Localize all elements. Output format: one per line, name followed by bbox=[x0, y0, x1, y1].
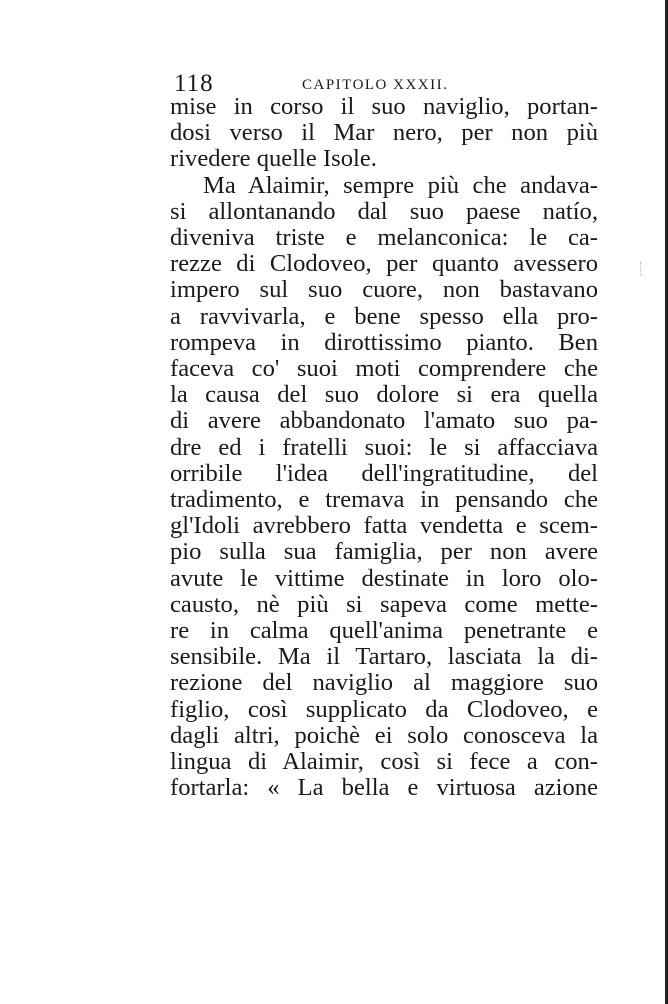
text-line: rompeva in dirottissimo pianto. Ben bbox=[170, 328, 598, 356]
paragraph-continuation bbox=[170, 94, 598, 173]
text-line: dosi verso il Mar nero, per non più bbox=[170, 119, 598, 147]
text-line: impero sul suo cuore, non bastavano bbox=[170, 276, 598, 304]
text-line: rezze di Clodoveo, per quanto avessero bbox=[170, 250, 598, 278]
running-head: CAPITOLO XXXII. bbox=[302, 77, 449, 93]
text-line: a ravvivarla, e bene spesso ella pro- bbox=[170, 302, 598, 330]
text-line: pio sulla sua famiglia, per non avere bbox=[170, 538, 598, 566]
text-line: Ma Alaimir, sempre più che andava- bbox=[203, 171, 598, 199]
text-line: si allontanando dal suo paese natío, bbox=[170, 197, 598, 225]
text-line: la causa del suo dolore si era quella bbox=[170, 381, 598, 409]
text-line: re in calma quell'anima penetrante e bbox=[170, 617, 598, 645]
text-line: causto, nè più si sapeva come mette- bbox=[170, 590, 598, 618]
text-line: mise in corso il suo naviglio, portan- bbox=[170, 93, 598, 120]
text-line: figlio, così supplicato da Clodoveo, e bbox=[170, 695, 598, 723]
scan-smudge bbox=[640, 262, 645, 276]
text-line: dagli altri, poichè ei solo conosceva la bbox=[170, 721, 598, 749]
page-number: 118 bbox=[174, 70, 214, 97]
text-line: tradimento, e tremava in pensando che bbox=[170, 486, 598, 514]
text-line: dre ed i fratelli suoi: le si affacciava bbox=[170, 433, 598, 461]
text-line: rezione del naviglio al maggiore suo bbox=[170, 669, 598, 697]
text-line: di avere abbandonato l'amato suo pa- bbox=[170, 407, 598, 435]
text-line: fortarla: « La bella e virtuosa azione bbox=[170, 774, 598, 802]
text-line: gl'Idoli avrebbero fatta vendetta e scem- bbox=[170, 512, 598, 540]
text-line: orribile l'idea dell'ingratitudine, del bbox=[170, 459, 598, 487]
body-text bbox=[170, 94, 598, 801]
paragraph bbox=[170, 173, 598, 802]
text-line: sensibile. Ma il Tartaro, lasciata la di- bbox=[170, 643, 598, 671]
text-line: faceva co' suoi moti comprendere che bbox=[170, 355, 598, 383]
text-line: diveniva triste e melanconica: le ca- bbox=[170, 224, 598, 252]
text-line: rivedere quelle Isole. bbox=[170, 145, 377, 173]
text-line: lingua di Alaimir, così si fece a con- bbox=[170, 748, 598, 776]
text-line: avute le vittime destinate in loro olo- bbox=[170, 564, 598, 592]
